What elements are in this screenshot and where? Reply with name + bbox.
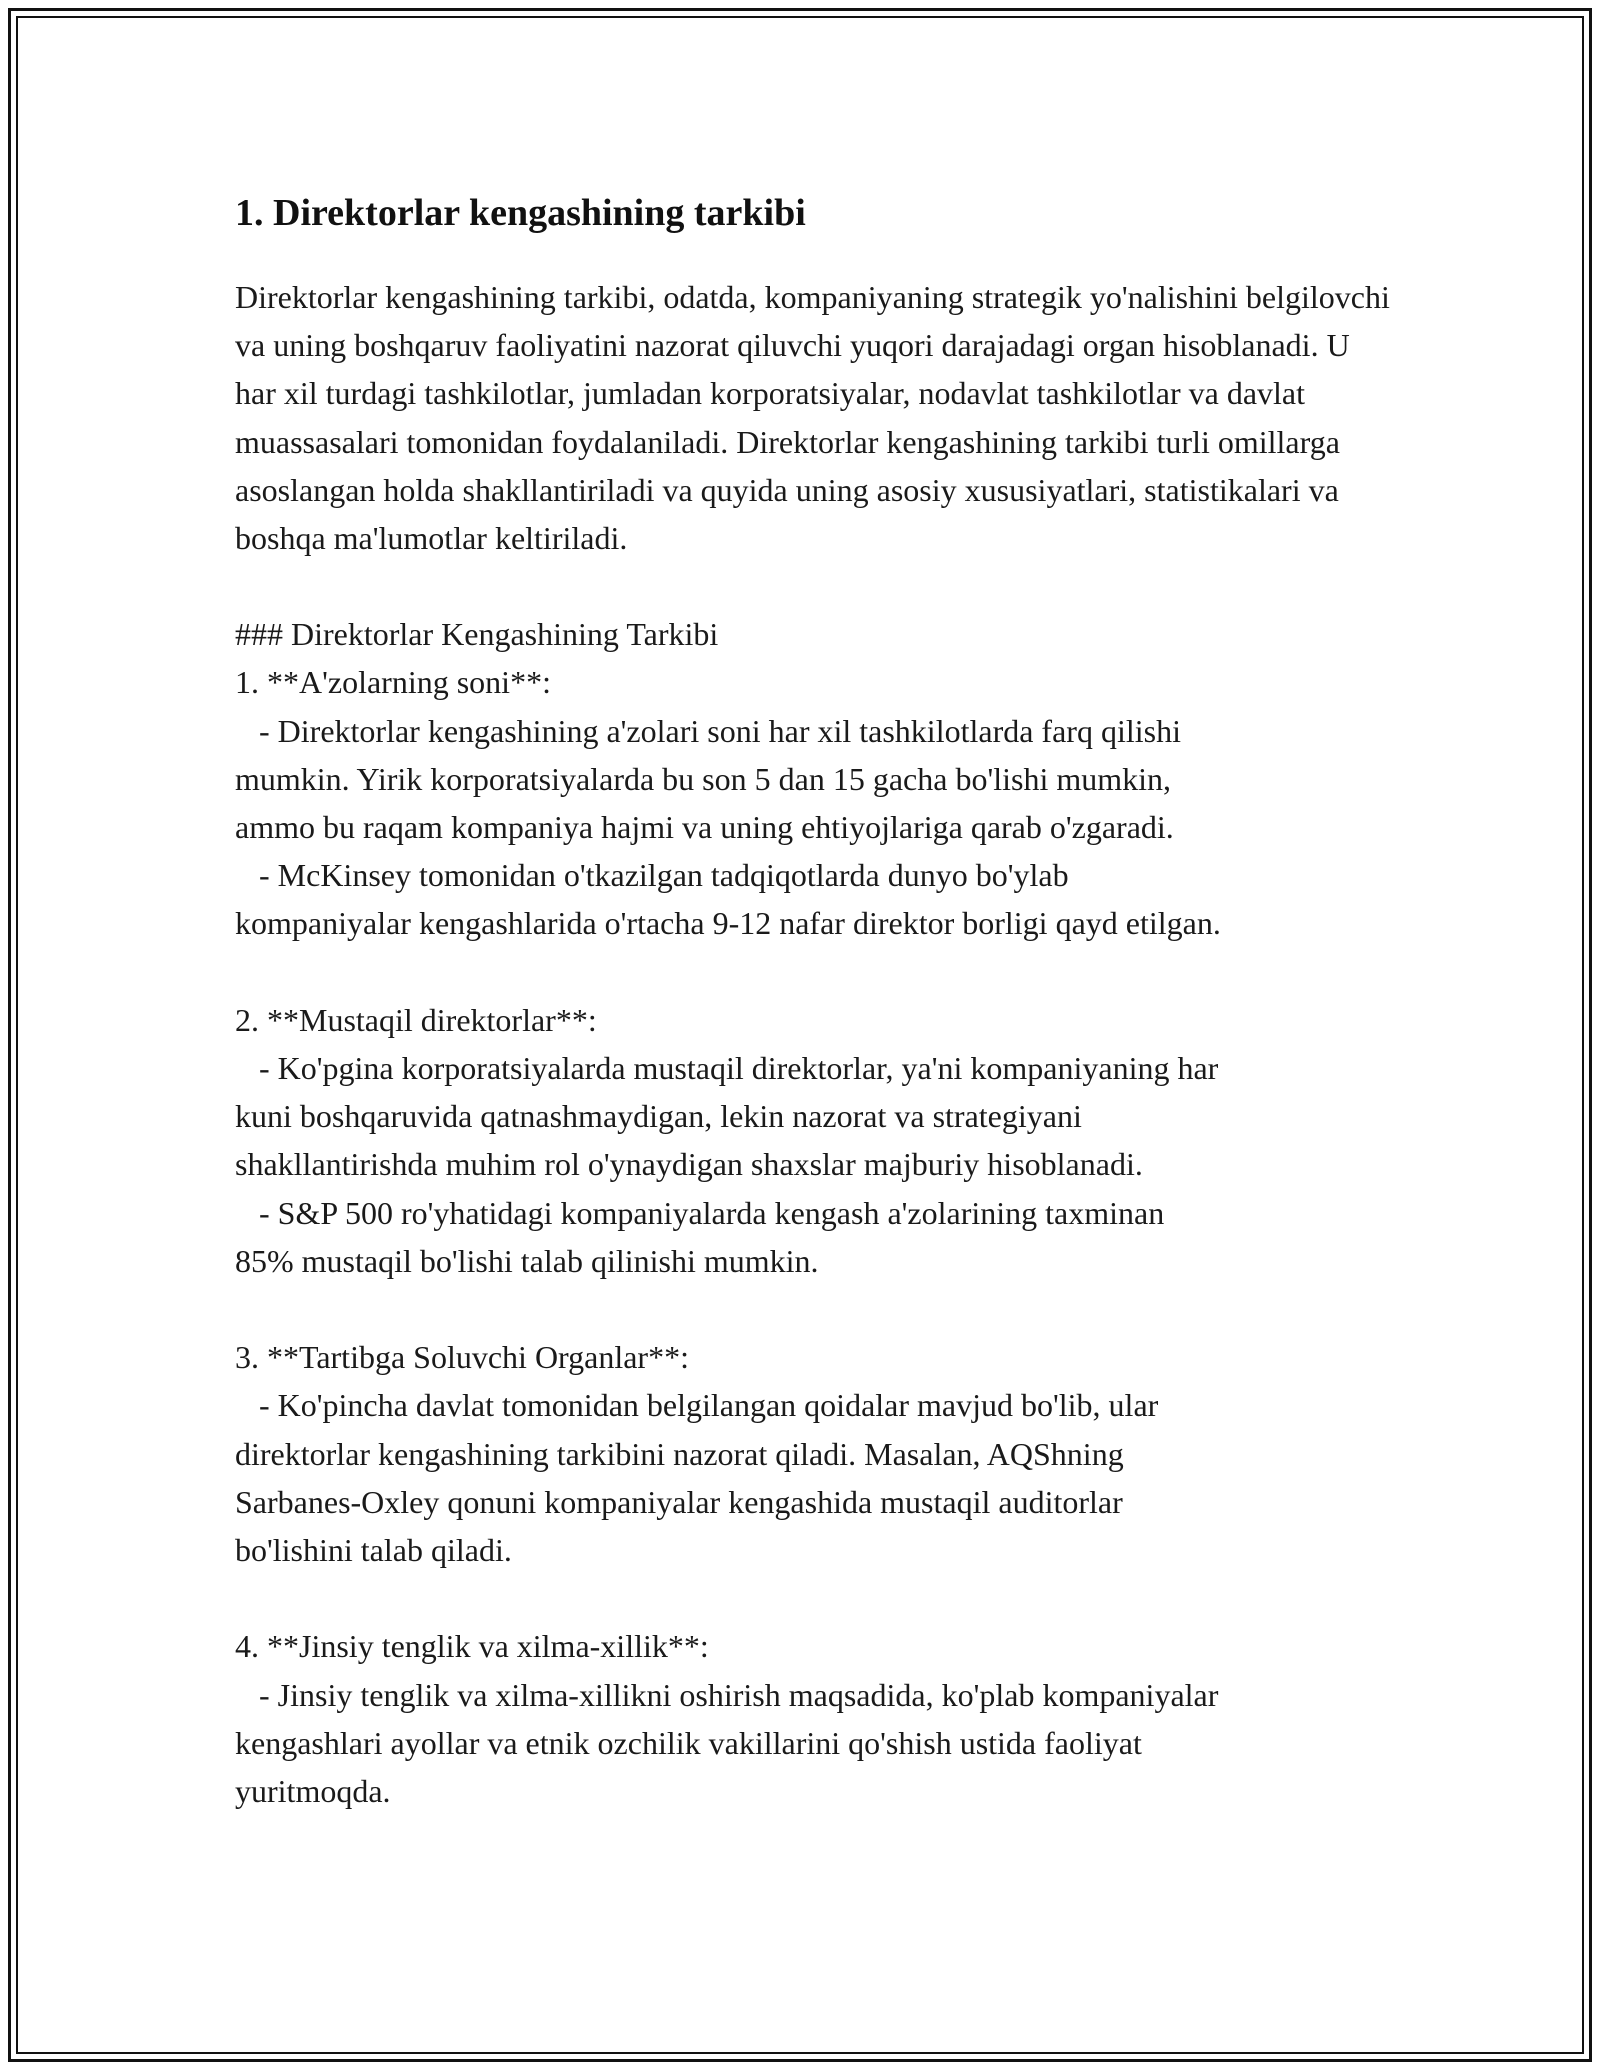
list-item-text: kengashlari ayollar va etnik ozchilik vakillarini qo'shish ustida faoliyat: [235, 1724, 1142, 1761]
list-item-text: 85% mustaqil bo'lishi talab qilinishi mumkin.: [235, 1242, 819, 1279]
list-item-text: direktorlar kengashining tarkibini nazorat qiladi. Masalan, AQShning: [235, 1435, 1124, 1472]
list-item-text: kompaniyalar kengashlarida o'rtacha 9-12 nafar direktor borligi qayd etilgan.: [235, 905, 1221, 942]
blank-line: [235, 1285, 1395, 1333]
blank-line: [235, 948, 1395, 996]
list-item-text: kuni boshqaruvida qatnashmaydigan, lekin nazorat va strategiyani: [235, 1098, 1082, 1135]
list-item-text: Sarbanes-Oxley qonuni kompaniyalar kengashida mustaqil auditorlar: [235, 1483, 1123, 1520]
list-item-text: - McKinsey tomonidan o'tkazilgan tadqiqotlarda dunyo bo'ylab: [235, 857, 1069, 894]
markdown-section: [235, 610, 1395, 1815]
document-body: [235, 183, 1398, 1815]
list-item-text: ammo bu raqam kompaniya hajmi va uning ehtiyojlariga qarab o'zgaradi.: [235, 809, 1174, 846]
intro-paragraph: Direktorlar kengashining tarkibi, odatda, kompaniyaning strategik yo'nalishini belgilovchi va uning boshqaruv faoliyatini nazorat qiluvchi yuqori darajadagi organ hisoblanadi. U har xil turdagi tashkilotlar, jumladan korporatsiyalar, nodavlat tashkilotlar va davlat muassasalari tomonidan foydalaniladi. Direktorlar kengashining tarkibi turli omillarga asoslangan holda shakllantiriladi va quyida uning asosiy xususiyatlari, statistikalari va boshqa ma'lumotlar keltiriladi.: [235, 279, 1398, 557]
list-item-text: - Jinsiy tenglik va xilma-xillikni oshirish maqsadida, ko'plab kompaniyalar: [235, 1676, 1219, 1713]
section-heading: ### Direktorlar Kengashining Tarkibi: [235, 616, 719, 653]
blank-line: [235, 1574, 1395, 1622]
list-item-heading: 4. **Jinsiy tenglik va xilma-xillik**:: [235, 1628, 709, 1665]
list-item-text: yuritmoqda.: [235, 1773, 391, 1810]
document-title: 1. Direktorlar kengashining tarkibi: [235, 192, 806, 234]
list-item-heading: 2. **Mustaqil direktorlar**:: [235, 1001, 597, 1038]
list-item-text: mumkin. Yirik korporatsiyalarda bu son 5 dan 15 gacha bo'lishi mumkin,: [235, 760, 1171, 797]
list-item-text: - Ko'pincha davlat tomonidan belgilangan qoidalar mavjud bo'lib, ular: [235, 1387, 1159, 1424]
list-item-heading: 3. **Tartibga Soluvchi Organlar**:: [235, 1339, 689, 1376]
list-item-heading: 1. **A'zolarning soni**:: [235, 664, 551, 701]
list-item-text: bo'lishini talab qiladi.: [235, 1532, 512, 1569]
list-item-text: shakllantirishda muhim rol o'ynaydigan shaxslar majburiy hisoblanadi.: [235, 1146, 1143, 1183]
list-item-text: - Direktorlar kengashining a'zolari soni har xil tashkilotlarda farq qilishi: [235, 712, 1181, 749]
list-item-text: - Ko'pgina korporatsiyalarda mustaqil direktorlar, ya'ni kompaniyaning har: [235, 1050, 1219, 1087]
list-item-text: - S&P 500 ro'yhatidagi kompaniyalarda kengash a'zolarining taxminan: [235, 1194, 1165, 1231]
